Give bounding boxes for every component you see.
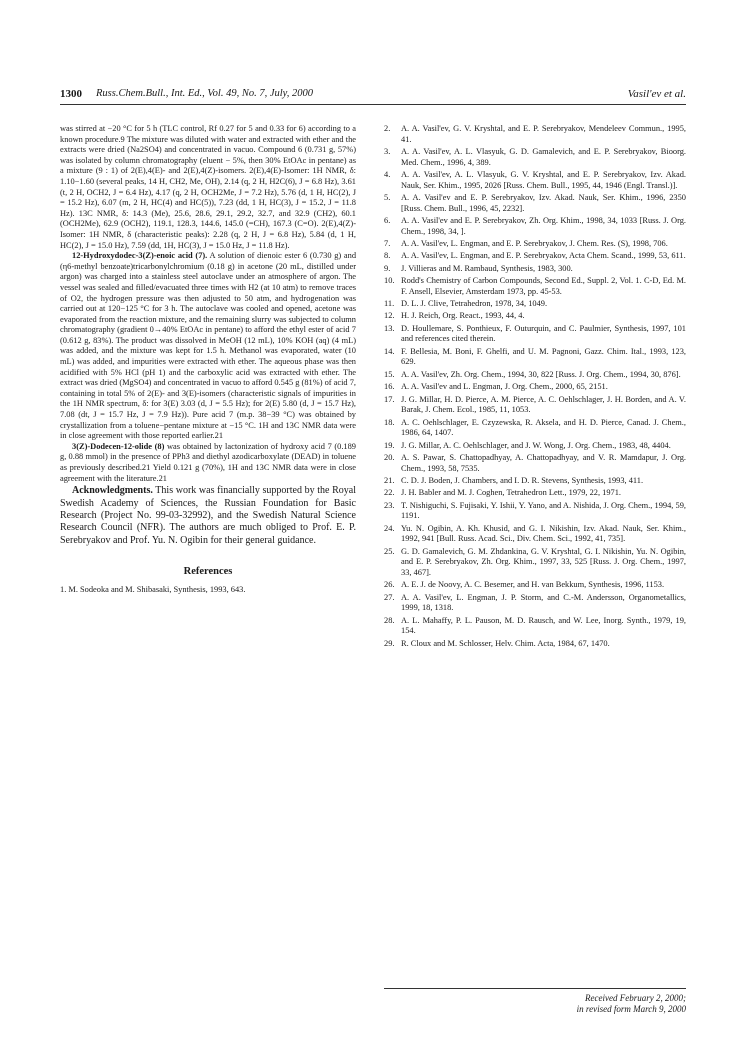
reference-text: A. A. Vasil'ev, G. V. Kryshtal, and E. P. Serebryakov, Mendeleev Commun., 1995, 41. xyxy=(401,124,686,144)
reference-item xyxy=(384,476,686,487)
reference-text: A. A. Vasil'ev and E. P. Serebryakov, Zh. Org. Khim., 1998, 34, 1033 [Russ. J. Org. Chem., 1998, 34, ]. xyxy=(401,215,686,236)
reference-text: Yu. N. Ogibin, A. Kh. Khusid, and G. I. Nikishin, Izv. Akad. Nauk, Ser. Khim., 1992, 941 [Bull. Russ. Acad. Sci., Div. Chem. Sci., 1992, 41, 735]. xyxy=(401,523,686,544)
experimental-paragraph-olide-8 xyxy=(60,442,356,484)
reference-number: 19. xyxy=(384,440,395,450)
reference-item xyxy=(384,347,686,368)
reference-number: 22. xyxy=(384,488,395,498)
acid-7-heading: 12-Hydroxydodec-3(Z)-enoic acid (7). xyxy=(72,251,208,261)
reference-number: 29. xyxy=(384,638,395,648)
reference-item xyxy=(384,324,686,345)
reference-item xyxy=(384,251,686,262)
journal-citation: Russ.Chem.Bull., Int. Ed., Vol. 49, No. 7, July, 2000 xyxy=(96,88,313,99)
reference-text: A. C. Oehlschlager, E. Czyzewska, R. Aksela, and H. D. Pierce, Canad. J. Chem., 1986, 64, 1407. xyxy=(401,417,686,438)
running-authors: Vasil'ev et al. xyxy=(627,88,686,100)
reference-item xyxy=(384,580,686,591)
reference-number: 5. xyxy=(384,192,391,202)
reference-number: 6. xyxy=(384,215,391,225)
reference-item xyxy=(384,593,686,614)
reference-item xyxy=(384,524,686,545)
reference-text: A. A. Vasil'ev, L. Engman, J. P. Storm, and C.-M. Andersson, Organometallics, 1999, 18, 1318. xyxy=(401,592,686,613)
reference-number: 27. xyxy=(384,592,395,602)
reference-text: J. H. Babler and M. J. Coghen, Tetrahedron Lett., 1979, 22, 1971. xyxy=(401,488,621,498)
reference-item xyxy=(384,264,686,275)
reference-item xyxy=(384,395,686,416)
reference-text: F. Bellesia, M. Boni, F. Ghelfi, and U. M. Pagnoni, Gazz. Chim. Ital., 1993, 123, 629. xyxy=(401,346,686,367)
reference-number: 7. xyxy=(384,238,391,248)
reference-number: 8. xyxy=(384,251,391,261)
reference-text: J. G. Millar, A. C. Oehlschlager, and J. W. Wong, J. Org. Chem., 1983, 48, 4404. xyxy=(401,440,671,450)
reference-text: G. D. Gamalevich, G. M. Zhdankina, G. V. Kryshtal, G. I. Nikishin, Yu. N. Ogibin, and E. P. Serebryakov, Zh. Org. Khim., 1997, 33, 525 [Russ. J. Org. Chem., 1997, 33, 467]. xyxy=(401,546,686,577)
olide-8-heading: 3(Z)-Dodecen-12-olide (8) xyxy=(72,441,165,451)
reference-number: 21. xyxy=(384,475,395,485)
reference-number: 11. xyxy=(384,299,395,309)
reference-item xyxy=(384,147,686,168)
reference-number: 14. xyxy=(384,346,395,356)
experimental-paragraph-compound-6: was stirred at −20 °C for 5 h (TLC control, Rf 0.27 for 5 and 0.33 for 6) according to a known procedure.9 The mixture was diluted with water and extracted with ether and the extracts were dried (Na2SO4) and concentrated in vacuo. Compound 6 (0.731 g, 57%) was isolated by column chromatography (eluent − 5%, then 30% EtOAc in pentane) as a mixture (9 : 1) of 2(E),4(E)- and 2(E),4(Z)-isomers. 2(E),4(E)-Isomer: 1H NMR, δ: 1.10−1.60 (several peaks, 14 H, CH2, Me, OH), 2.14 (q, 2 H, H2C(6), J = 6.8 Hz), 3.61 (t, 2 H, OCH2, J = 6.4 Hz), 4.17 (q, 2 H, OCH2Me, J = 7.2 Hz), 5.76 (d, 1 H, HC(2), J = 15.2 Hz), 6.07 (m, 2 H, HC(4) and HC(5)), 7.23 (dd, 1 H, HC(3), J = 15.2, J = 11.8 Hz). 13C NMR, δ: 14.3 (Me), 25.6, 28.6, 29.1, 29.2, 32.7, and 32.9 (CH2), 60.1 (OCH2Me), 62.9 (OCH2), 119.1, 128.3, 144.6, 145.0 (=CH), 167.3 (C=O). 2(E),4(Z)-Isomer: 1H NMR, δ (characteristic peaks): 2.28 (q, 2 H, J = 6.8 Hz), 5.84 (d, 1 H, HC(2), J = 15.0 Hz), 7.59 (dd, 1H, HC(3), J = 15.0 Hz, J = 11.8 Hz). xyxy=(60,124,356,250)
reference-item xyxy=(384,239,686,250)
acknowledgments xyxy=(60,485,356,547)
reference-number: 4. xyxy=(384,169,391,179)
reference-item xyxy=(384,639,686,650)
reference-item xyxy=(384,124,686,145)
reference-number: 12. xyxy=(384,311,395,321)
reference-number: 2. xyxy=(384,124,391,133)
reference-number: 25. xyxy=(384,546,395,556)
reference-number: 26. xyxy=(384,580,395,590)
acknowledgments-heading: Acknowledgments. xyxy=(72,485,153,497)
reference-number: 23. xyxy=(384,500,395,510)
reference-1: 1. M. Sodeoka and M. Shibasaki, Synthesis, 1993, 643. xyxy=(60,584,246,594)
reference-number: 13. xyxy=(384,323,395,333)
reference-text: J. Villieras and M. Rambaud, Synthesis, 1983, 300. xyxy=(401,263,573,273)
reference-item xyxy=(384,382,686,393)
acknowledgments-text: This work was financially supported by the Royal Swedish Academy of Sciences, the Russian Foundation for Basic Research (Project No. 99-03-32992), and the Swedish Natural Science Research Council (NFR). The authors are much obliged to Prof. E. P. Serebryakov and Prof. Yu. N. Ogibin for their general guidance. xyxy=(60,485,356,546)
reference-text: A. L. Mahaffy, P. L. Pauson, M. D. Rausch, and W. Lee, Inorg. Synth., 1979, 19, 154. xyxy=(401,615,686,636)
reference-text: D. Houllemare, S. Ponthieux, F. Outurquin, and C. Paulmier, Synthesis, 1997, 101 and references cited therein. xyxy=(401,323,686,344)
reference-item xyxy=(384,616,686,637)
received-dates xyxy=(384,988,686,1015)
reference-text: J. G. Millar, H. D. Pierce, A. M. Pierce, A. C. Oehlschlager, J. H. Borden, and A. V. Barak, J. Chem. Ecol., 1985, 11, 1053. xyxy=(401,394,686,415)
reference-number: 28. xyxy=(384,615,395,625)
reference-text: A. A. Vasil'ev, Zh. Org. Chem., 1994, 30, 822 [Russ. J. Org. Chem., 1994, 30, 876]. xyxy=(401,369,681,379)
reference-item xyxy=(384,170,686,191)
reference-item xyxy=(384,299,686,310)
reference-item xyxy=(384,216,686,237)
experimental-paragraph-acid-7 xyxy=(60,251,356,442)
reference-text: A. A. Vasil'ev and E. P. Serebryakov, Izv. Akad. Nauk, Ser. Khim., 1996, 2350 [Russ. Chem. Bull., 1996, 45, 2232]. xyxy=(401,192,686,213)
reference-text: Rodd's Chemistry of Carbon Compounds, Second Ed., Suppl. 2, Vol. 1. C-D, Ed. M. F. Ansell, Elsevier, Amsterdam 1973, pp. 45-53. xyxy=(401,276,686,296)
references-heading: References xyxy=(183,566,233,578)
reference-text: A. S. Pawar, S. Chattopadhyay, A. Chattopadhyay, and V. R. Mamdapur, J. Org. Chem., 1993, 58, 7535. xyxy=(401,452,686,473)
reference-item xyxy=(384,370,686,381)
reference-number: 10. xyxy=(384,276,395,286)
reference-item xyxy=(384,441,686,452)
reference-text: A. A. Vasil'ev, A. L. Vlasyuk, G. V. Kryshtal, and E. P. Serebryakov, Izv. Akad. Nauk, Ser. Khim., 1995, 2026 [Russ. Chem. Bull., 1995, 44, 1946 (Engl. Transl.)]. xyxy=(401,169,686,190)
reference-number: 17. xyxy=(384,394,395,404)
acid-7-text: A solution of dienoic ester 6 (0.730 g) and (η6-methyl benzoate)tricarbonylchromium (0.18 g) in acetone (20 mL, distilled under argon) was charged into a stainless steel autoclave under an atmosphere of argon. The vessel was sealed and filled/evacuated three times with H2 (at 10 atm) to remove traces of O2, the hydrogen pressure was then adjusted to 50 atm, and hydrogenation was carried out at 120−125 °C for 3 h. The autoclave was cooled and opened, acetone was evaporated from the reaction mixture, and the remaining slurry was subjected to column chromatography (gradient 0→40% EtOAc in pentane) to afford the ethyl ester of acid 7 (0.612 g, 83%). The product was dissolved in MeOH (12 mL), 10% KOH (aq) (4 mL) was added, and the mixture was kept for 1.5 h. Methanol was evaporated, water (10 mL) was added, and impurities were extracted with ether. The aqueous phase was then acidified with 5% HCl (pH 1) and the carboxylic acid was extracted with ether. The extract was dried (MgSO4) and concentrated in vacuo to afford 0.545 g (81%) of acid 7, containing in total 5% of 2(E)- and 3(E)-isomers (characteristic signals of impurities in the 1H NMR spectrum, δ: for 3(E) 3.03 (d, J = 5.5 Hz); for 2(E) 5.80 (d, J = 15.7 Hz), 7.08 (dt, J = 15.7 Hz, J = 7.9 Hz)). Pure acid 7 (m.p. 38−39 °C) was obtained by crystallization from a toluene−pentane mixture at −15 °C. 1H and 13C NMR data were in close agreement with those reported earlier.21 xyxy=(60,251,357,441)
reference-item xyxy=(384,501,686,522)
olide-8-text: was obtained by lactonization of hydroxy acid 7 (0.189 g, 0.88 mmol) in the presence of PPh3 and diethyl azodicarboxylate (DEAD) in toluene as previously described.21 Yield 0.121 g (70%), 1H and 13C NMR data were in close agreement with the literature.21 xyxy=(60,441,356,483)
reference-item xyxy=(384,488,686,499)
reference-item xyxy=(384,276,686,297)
reference-number: 3. xyxy=(384,146,391,156)
reference-text: R. Cloux and M. Schlosser, Helv. Chim. Acta, 1984, 67, 1470. xyxy=(401,638,610,648)
page-number: 1300 xyxy=(60,88,82,100)
revised-date: in revised form March 9, 2000 xyxy=(576,1004,686,1014)
reference-item xyxy=(384,193,686,214)
reference-item xyxy=(384,418,686,439)
reference-text: T. Nishiguchi, S. Fujisaki, Y. Ishii, Y. Yano, and A. Nishida, J. Org. Chem., 1994, 59, 1191. xyxy=(401,500,686,521)
reference-number: 9. xyxy=(384,263,391,273)
reference-number: 16. xyxy=(384,382,395,392)
received-date: Received February 2, 2000; xyxy=(585,993,686,1003)
reference-text: A. E. J. de Noovy, A. C. Besemer, and H. van Bekkum, Synthesis, 1996, 1153. xyxy=(401,580,665,590)
reference-number: 20. xyxy=(384,452,395,462)
reference-text: A. A. Vasil'ev, A. L. Vlasyuk, G. D. Gamalevich, and E. P. Serebryakov, Bioorg. Med. Chem., 1996, 4, 389. xyxy=(401,146,686,167)
reference-item xyxy=(384,547,686,579)
reference-text: H. J. Reich, Org. React., 1993, 44, 4. xyxy=(401,311,525,321)
running-header xyxy=(60,88,686,105)
reference-item xyxy=(384,311,686,322)
references-list xyxy=(384,124,686,651)
reference-item xyxy=(384,453,686,474)
left-column xyxy=(60,124,356,595)
reference-number: 15. xyxy=(384,369,395,379)
reference-number: 24. xyxy=(384,523,395,533)
reference-text: C. D. J. Boden, J. Chambers, and I. D. R. Stevens, Synthesis, 1993, 411. xyxy=(401,475,644,485)
reference-number: 18. xyxy=(384,417,395,427)
reference-text: D. L. J. Clive, Tetrahedron, 1978, 34, 1049. xyxy=(401,299,548,309)
reference-text: A. A. Vasil'ev, L. Engman, and E. P. Serebryakov, Acta Chem. Scand., 1999, 53, 611. xyxy=(401,251,686,261)
reference-text: A. A. Vasil'ev, L. Engman, and E. P. Serebryakov, J. Chem. Res. (S), 1998, 706. xyxy=(401,238,668,248)
reference-text: A. A. Vasil'ev and L. Engman, J. Org. Chem., 2000, 65, 2151. xyxy=(401,382,608,392)
